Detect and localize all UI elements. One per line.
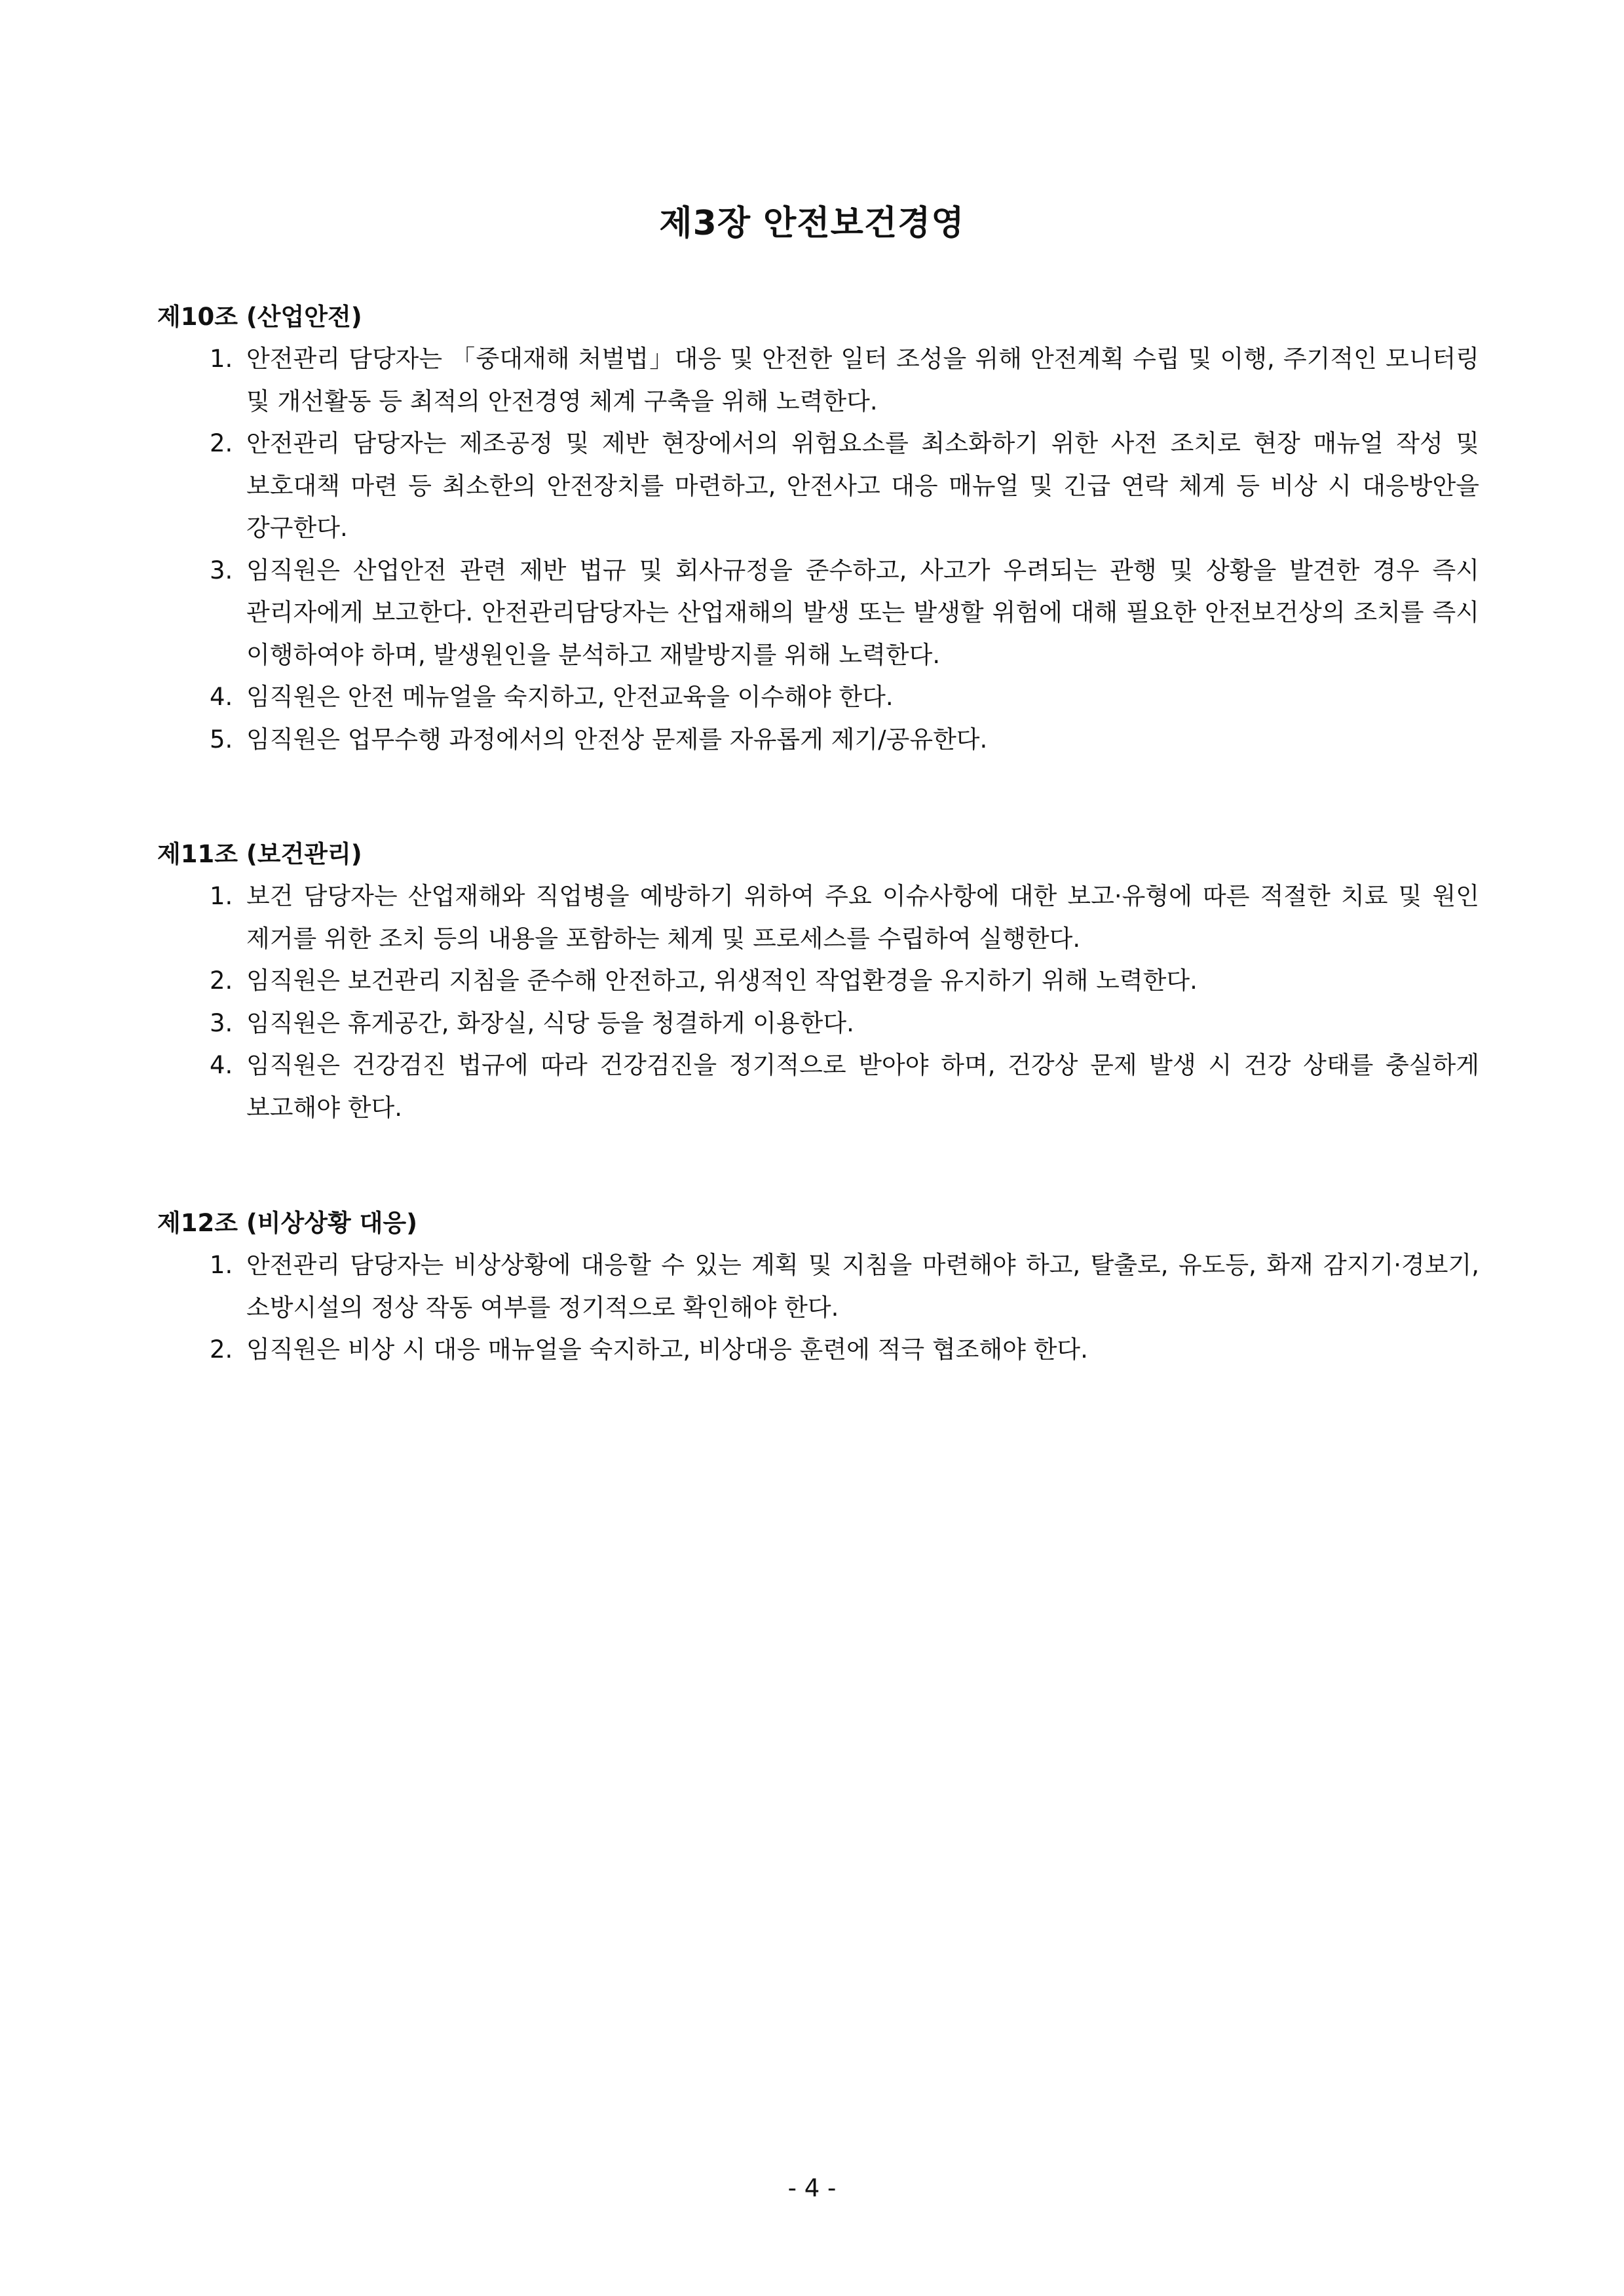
clause-text: 임직원은 보건관리 지침을 준수해 안전하고, 위생적인 작업환경을 유지하기 위해 노력한다. — [246, 966, 1198, 995]
clause-text: 임직원은 안전 메뉴얼을 숙지하고, 안전교육을 이수해야 한다. — [246, 683, 894, 711]
clause-number: 1. — [210, 345, 233, 373]
page-number: - 4 - — [787, 2174, 837, 2202]
clause-number: 2. — [210, 429, 233, 457]
clause-number: 3. — [210, 556, 233, 584]
clause-item — [157, 960, 1479, 1003]
page-title: 제3장 안전보건경영 — [659, 204, 965, 243]
clause-number: 5. — [210, 725, 233, 754]
article-heading: 제10조 (산업안전) — [157, 303, 362, 331]
clause-list — [157, 338, 1479, 761]
clause-item — [157, 676, 1479, 719]
article-12 — [157, 1202, 1479, 1371]
clause-item — [157, 1244, 1479, 1329]
clause-number: 3. — [210, 1008, 233, 1037]
clause-item — [157, 719, 1479, 761]
clause-number: 2. — [210, 1335, 233, 1364]
clause-item — [157, 875, 1479, 960]
clause-text: 안전관리 담당자는 비상상황에 대응할 수 있는 계획 및 지침을 마련해야 하고, 탈출로, 유도등, 화재 감지기·경보기, 소방시설의 정상 작동 여부를 정기적으로 확인해야 한다. — [246, 1251, 1479, 1322]
clause-text: 임직원은 건강검진 법규에 따라 건강검진을 정기적으로 받아야 하며, 건강상 문제 발생 시 건강 상태를 충실하게 보고해야 한다. — [246, 1051, 1479, 1122]
clause-item — [157, 1044, 1479, 1129]
clause-list — [157, 875, 1479, 1129]
clause-text: 임직원은 비상 시 대응 매뉴얼을 숙지하고, 비상대응 훈련에 적극 협조해야 한다. — [246, 1335, 1088, 1364]
clause-number: 1. — [210, 1251, 233, 1279]
clause-text: 보건 담당자는 산업재해와 직업병을 예방하기 위하여 주요 이슈사항에 대한 보고·유형에 따른 적절한 치료 및 원인 제거를 위한 조치 등의 내용을 포함하는 체계 및 프로세스를 수립하여 실행한다. — [246, 882, 1479, 953]
article-heading: 제11조 (보건관리) — [157, 840, 362, 868]
clause-list — [157, 1244, 1479, 1371]
clause-item — [157, 338, 1479, 423]
clause-item — [157, 423, 1479, 550]
clause-item — [157, 550, 1479, 677]
clause-number: 1. — [210, 882, 233, 910]
clause-number: 4. — [210, 683, 233, 711]
article-11 — [157, 833, 1479, 1129]
clause-number: 2. — [210, 966, 233, 995]
clause-text: 임직원은 휴게공간, 화장실, 식당 등을 청결하게 이용한다. — [246, 1008, 854, 1037]
article-10 — [157, 296, 1479, 761]
clause-number: 4. — [210, 1051, 233, 1079]
article-heading: 제12조 (비상상황 대응) — [157, 1209, 418, 1237]
clause-item — [157, 1329, 1479, 1371]
clause-text: 임직원은 업무수행 과정에서의 안전상 문제를 자유롭게 제기/공유한다. — [246, 725, 988, 754]
clause-text: 안전관리 담당자는 제조공정 및 제반 현장에서의 위험요소를 최소화하기 위한 사전 조치로 현장 매뉴얼 작성 및 보호대책 마련 등 최소한의 안전장치를 마련하고, 안전사고 대응 매뉴얼 및 긴급 연락 체계 등 비상 시 대응방안을 강구한다. — [246, 429, 1479, 542]
clause-text: 임직원은 산업안전 관련 제반 법규 및 회사규정을 준수하고, 사고가 우려되는 관행 및 상황을 발견한 경우 즉시 관리자에게 보고한다. 안전관리담당자는 산업재해의 발생 또는 발생할 위험에 대해 필요한 안전보건상의 조치를 즉시 이행하여야 하며, 발생원인을 분석하고 재발방지를 위해 노력한다. — [246, 556, 1479, 669]
clause-item — [157, 1003, 1479, 1045]
clause-text: 안전관리 담당자는 「중대재해 처벌법」대응 및 안전한 일터 조성을 위해 안전계획 수립 및 이행, 주기적인 모니터링 및 개선활동 등 최적의 안전경영 체계 구축을 위해 노력한다. — [246, 345, 1479, 415]
